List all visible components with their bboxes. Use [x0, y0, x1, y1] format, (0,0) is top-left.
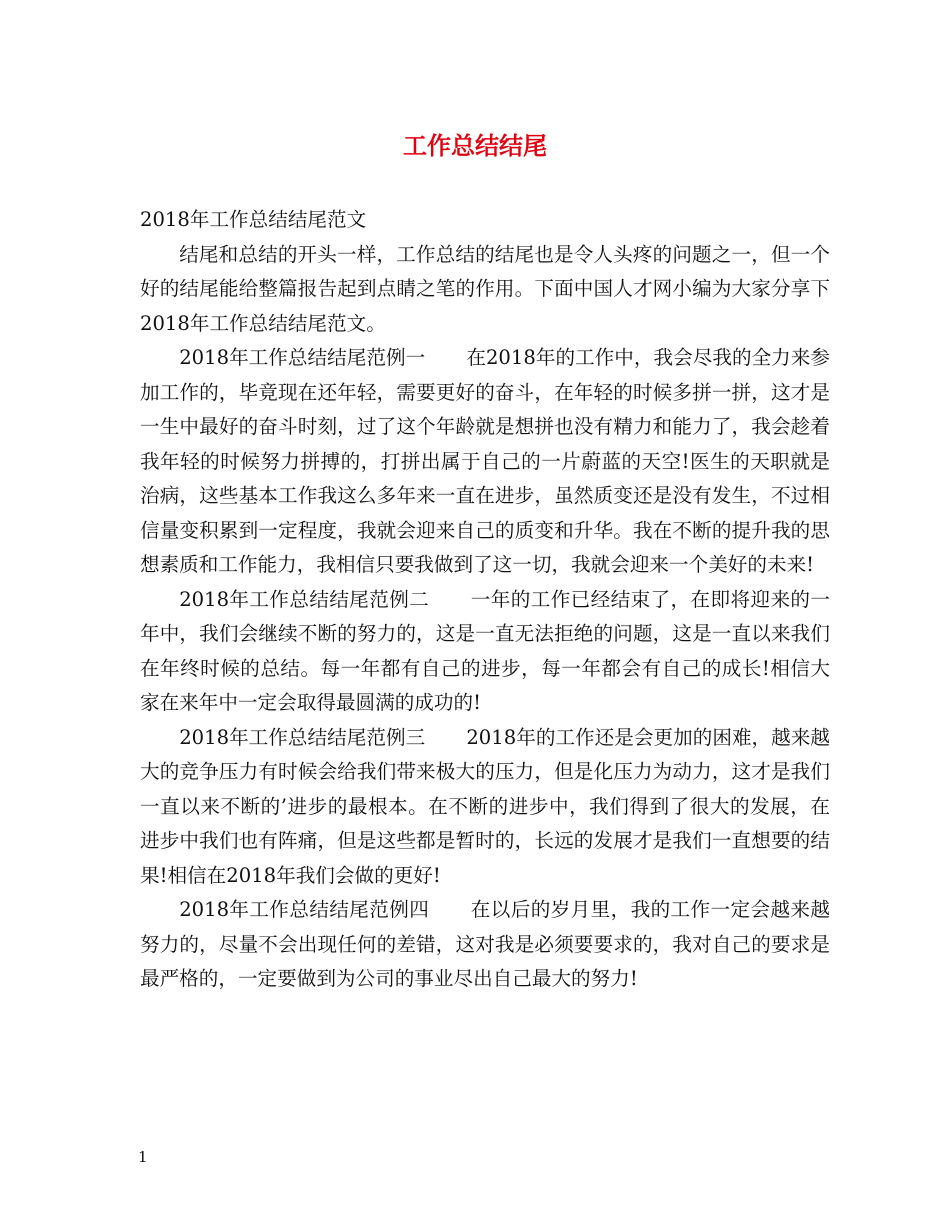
example-text-1: 在2018年的工作中，我会尽我的全力来参加工作的，毕竟现在还年轻，需要更好的奋斗，在年轻的时候多拼一拼，这才是一生中最好的奋斗时刻，过了这个年龄就是想拼也没有精力和能力了，我会趁着我年轻的时候努力拼搏的，打拼出属于自己的一片蔚蓝的天空!医生的天职就是治病，这些基本工作我这么多年来一直在进步，虽然质变还是没有发生，不过相信量变积累到一定程度，我就会迎来自己的质变和升华。我在不断的提升我的思想素质和工作能力，我相信只要我做到了这一切，我就会迎来一个美好的未来! [140, 346, 830, 576]
example-paragraph-4 [140, 893, 830, 997]
example-heading-3: 2018年工作总结结尾范例三 [179, 725, 426, 749]
example-paragraph-2 [140, 583, 830, 721]
example-heading-1: 2018年工作总结结尾范例一 [179, 346, 426, 369]
example-paragraph-3 [140, 721, 830, 894]
example-text-4: 在以后的岁月里，我的工作一定会越来越努力的，尽量不会出现任何的差错，这对我是必须要要求的，我对自己的要求是最严格的，一定要做到为公司的事业尽出自己最大的努力! [140, 898, 831, 990]
document-title: 工作总结结尾 [403, 132, 547, 160]
intro-paragraph: 结尾和总结的开头一样，工作总结的结尾也是令人头疼的问题之一，但一个好的结尾能给整篇报告起到点睛之笔的作用。下面中国人才网小编为大家分享下2018年工作总结结尾范文。 [140, 242, 830, 335]
page-number: 1 [138, 1148, 148, 1166]
example-text-2: 一年的工作已经结束了，在即将迎来的一年中，我们会继续不断的努力的，这是一直无法拒绝的问题，这是一直以来我们在年终时候的总结。每一年都有自己的进步，每一年都会有自己的成长!相信大家在来年中一定会取得最圆满的成功的! [140, 587, 831, 714]
example-paragraph-1 [140, 341, 830, 583]
example-heading-2: 2018年工作总结结尾范例二 [179, 587, 430, 611]
document-subtitle: 2018年工作总结结尾范文 [140, 208, 367, 231]
document-body [140, 203, 830, 997]
example-text-3: 2018年的工作还是会更加的困难，越来越大的竞争压力有时候会给我们带来极大的压力，但是化压力为动力，这才是我们一直以来不断的’进步的最根本。在不断的进步中，我们得到了很大的发展，在进步中我们也有阵痛，但是这些都是暂时的，长远的发展才是我们一直想要的结果!相信在2018年我们会做的更好! [140, 725, 830, 887]
example-heading-4: 2018年工作总结结尾范例四 [179, 898, 430, 921]
